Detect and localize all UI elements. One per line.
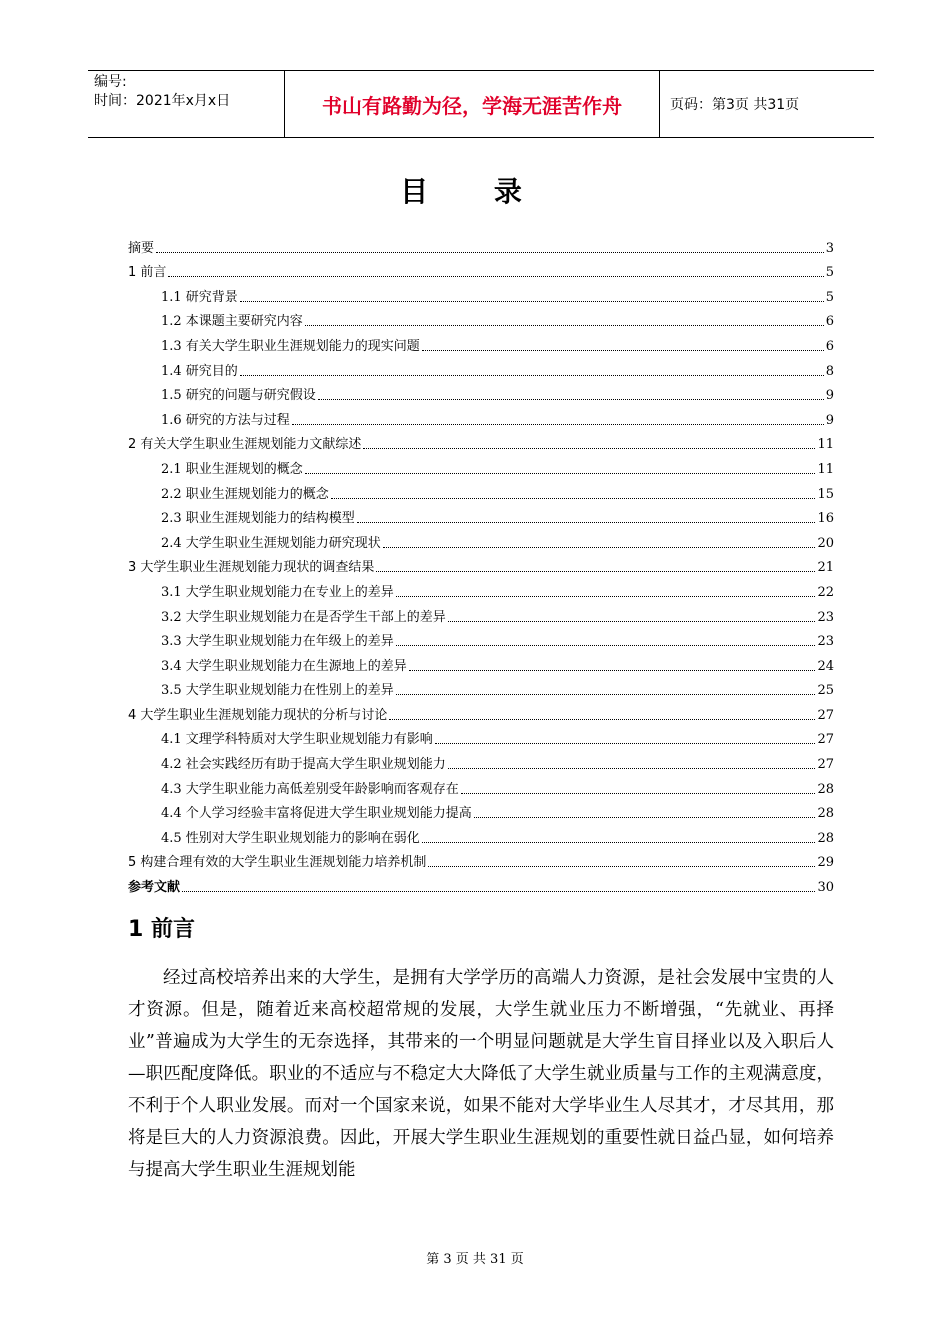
- toc-entry-title: 1.5 研究的问题与研究假设: [161, 388, 316, 404]
- toc-entry-page: 27: [817, 757, 834, 773]
- toc-entry-page: 16: [817, 511, 834, 527]
- toc-leader-dots: [396, 595, 816, 597]
- section-title: 1 前言: [128, 917, 195, 942]
- toc-leader-dots: [376, 570, 815, 572]
- toc-entry[interactable]: [128, 650, 834, 675]
- toc-entry[interactable]: [128, 798, 834, 823]
- toc-entry[interactable]: [128, 478, 834, 503]
- toc-entry[interactable]: [128, 871, 834, 896]
- toc-entry-page: 3: [825, 240, 834, 256]
- toc-leader-dots: [428, 865, 815, 867]
- toc-entry-title: 4.2 社会实践经历有助于提高大学生职业规划能力: [161, 757, 446, 773]
- toc-leader-dots: [396, 693, 816, 695]
- toc-entry-title: 2.2 职业生涯规划能力的概念: [161, 486, 329, 502]
- toc-leader-dots: [240, 300, 824, 302]
- toc-entry-page: 22: [817, 584, 834, 600]
- toc-entry[interactable]: [128, 429, 834, 454]
- toc-entry-title: 5 构建合理有效的大学生职业生涯规划能力培养机制: [128, 855, 427, 871]
- toc-title: 目 录: [400, 175, 550, 208]
- toc-leader-dots: [331, 497, 816, 499]
- toc-entry-page: 11: [817, 437, 834, 453]
- toc-entry[interactable]: [128, 257, 834, 282]
- toc-entry[interactable]: [128, 281, 834, 306]
- toc-entry[interactable]: [128, 552, 834, 577]
- toc-entry[interactable]: [128, 675, 834, 700]
- toc-entry-title: 1.1 研究背景: [161, 289, 238, 305]
- toc-entry-page: 23: [817, 634, 834, 650]
- toc-entry-page: 27: [817, 707, 834, 723]
- table-of-contents: [128, 232, 834, 896]
- toc-entry-page: 8: [825, 363, 834, 379]
- toc-entry[interactable]: [128, 330, 834, 355]
- toc-leader-dots: [182, 890, 815, 892]
- toc-entry[interactable]: [128, 404, 834, 429]
- toc-leader-dots: [292, 423, 824, 425]
- toc-entry-page: 25: [817, 683, 834, 699]
- toc-entry[interactable]: [128, 748, 834, 773]
- toc-entry[interactable]: [128, 355, 834, 380]
- toc-entry[interactable]: [128, 847, 834, 872]
- toc-entry-title: 2.1 职业生涯规划的概念: [161, 461, 303, 477]
- toc-entry-page: 29: [817, 855, 834, 871]
- toc-entry-title: 4.3 大学生职业能力高低差别受年龄影响而客观存在: [161, 781, 459, 797]
- toc-entry-title: 3.4 大学生职业规划能力在生源地上的差异: [161, 658, 407, 674]
- page-header: [88, 70, 874, 138]
- toc-entry[interactable]: [128, 626, 834, 651]
- toc-entry[interactable]: [128, 503, 834, 528]
- toc-entry[interactable]: [128, 601, 834, 626]
- toc-entry-title: 2.3 职业生涯规划能力的结构模型: [161, 511, 355, 527]
- toc-entry-page: 24: [817, 658, 834, 674]
- toc-entry[interactable]: [128, 527, 834, 552]
- toc-entry-title: 4.5 性别对大学生职业规划能力的影响在弱化: [161, 830, 420, 846]
- toc-entry-title: 3 大学生职业生涯规划能力现状的调查结果: [128, 560, 375, 576]
- toc-entry-title: 1.6 研究的方法与过程: [161, 412, 290, 428]
- toc-entry-page: 30: [817, 880, 834, 896]
- toc-entry[interactable]: [128, 576, 834, 601]
- toc-entry-title: 3.2 大学生职业规划能力在是否学生干部上的差异: [161, 609, 446, 625]
- toc-entry[interactable]: [128, 453, 834, 478]
- toc-entry-page: 28: [817, 806, 834, 822]
- toc-entry-title: 3.1 大学生职业规划能力在专业上的差异: [161, 584, 394, 600]
- toc-entry-page: 15: [817, 486, 834, 502]
- toc-entry-page: 28: [817, 781, 834, 797]
- toc-entry-page: 5: [825, 289, 834, 305]
- toc-entry[interactable]: [128, 822, 834, 847]
- toc-leader-dots: [435, 742, 816, 744]
- header-motto: 书山有路勤为径，学海无涯苦作舟: [284, 71, 660, 137]
- toc-entry-title: 3.3 大学生职业规划能力在年级上的差异: [161, 634, 394, 650]
- toc-entry-page: 6: [825, 338, 834, 354]
- toc-entry-title: 摘要: [128, 240, 155, 256]
- toc-entry[interactable]: [128, 773, 834, 798]
- toc-leader-dots: [422, 349, 824, 351]
- toc-entry[interactable]: [128, 380, 834, 405]
- toc-entry-title: 1.4 研究目的: [161, 363, 238, 379]
- toc-leader-dots: [448, 767, 816, 769]
- toc-entry-page: 28: [817, 830, 834, 846]
- toc-entry[interactable]: [128, 306, 834, 331]
- toc-entry-page: 11: [817, 461, 834, 477]
- toc-entry[interactable]: [128, 232, 834, 257]
- toc-entry[interactable]: [128, 724, 834, 749]
- time-label: 时间：2021年x月x日: [94, 93, 231, 109]
- toc-leader-dots: [396, 644, 816, 646]
- toc-entry-page: 20: [817, 535, 834, 551]
- toc-entry-title: 1 前言: [128, 265, 167, 281]
- toc-entry-page: 6: [825, 314, 834, 330]
- toc-entry-title: 3.5 大学生职业规划能力在性别上的差异: [161, 683, 394, 699]
- toc-entry-page: 21: [817, 560, 834, 576]
- toc-entry-title: 2 有关大学生职业生涯规划能力文献综述: [128, 437, 362, 453]
- toc-entry-title: 参考文献: [128, 880, 181, 896]
- toc-leader-dots: [318, 398, 824, 400]
- toc-leader-dots: [474, 816, 816, 818]
- toc-entry-title: 4.4 个人学习经验丰富将促进大学生职业规划能力提高: [161, 806, 472, 822]
- toc-leader-dots: [383, 546, 816, 548]
- header-page-info: 页码：第3页 共31页: [670, 97, 800, 113]
- toc-entry-page: 23: [817, 609, 834, 625]
- toc-entry-title: 1.2 本课题主要研究内容: [161, 314, 303, 330]
- toc-leader-dots: [305, 324, 824, 326]
- toc-leader-dots: [240, 374, 824, 376]
- toc-entry-page: 5: [825, 265, 834, 281]
- toc-entry-page: 9: [825, 412, 834, 428]
- header-meta: [88, 71, 284, 137]
- toc-leader-dots: [363, 447, 815, 449]
- toc-entry-title: 2.4 大学生职业生涯规划能力研究现状: [161, 535, 381, 551]
- toc-leader-dots: [389, 718, 815, 720]
- page-footer: 第 3 页 共 31 页: [426, 1252, 524, 1267]
- toc-entry-page: 27: [817, 732, 834, 748]
- toc-entry-title: 4.1 文理学科特质对大学生职业规划能力有影响: [161, 732, 433, 748]
- toc-leader-dots: [448, 620, 816, 622]
- toc-leader-dots: [461, 792, 816, 794]
- toc-entry-page: 9: [825, 388, 834, 404]
- toc-entry-title: 4 大学生职业生涯规划能力现状的分析与讨论: [128, 707, 388, 723]
- number-label: 编号:: [94, 74, 127, 90]
- toc-entry-title: 1.3 有关大学生职业生涯规划能力的现实问题: [161, 338, 420, 354]
- toc-leader-dots: [305, 472, 816, 474]
- toc-leader-dots: [156, 251, 824, 253]
- toc-leader-dots: [168, 275, 823, 277]
- toc-leader-dots: [357, 521, 816, 523]
- toc-leader-dots: [422, 841, 816, 843]
- body-paragraph: 经过高校培养出来的大学生，是拥有大学学历的高端人力资源，是社会发展中宝贵的人才资源。但是，随着近来高校超常规的发展，大学生就业压力不断增强，“先就业、再择业”普遍成为大学生的无奈选择，其带来的一个明显问题就是大学生盲目择业以及入职后人—职匹配度降低。职业的不适应与不稳定大大降低了大学生就业质量与工作的主观满意度，不利于个人职业发展。而对一个国家来说，如果不能对大学毕业生人尽其才，才尽其用，那将是巨大的人力资源浪费。因此，开展大学生职业生涯规划的重要性就日益凸显，如何培养与提高大学生职业生涯规划能: [128, 968, 834, 1180]
- toc-entry[interactable]: [128, 699, 834, 724]
- toc-leader-dots: [409, 669, 816, 671]
